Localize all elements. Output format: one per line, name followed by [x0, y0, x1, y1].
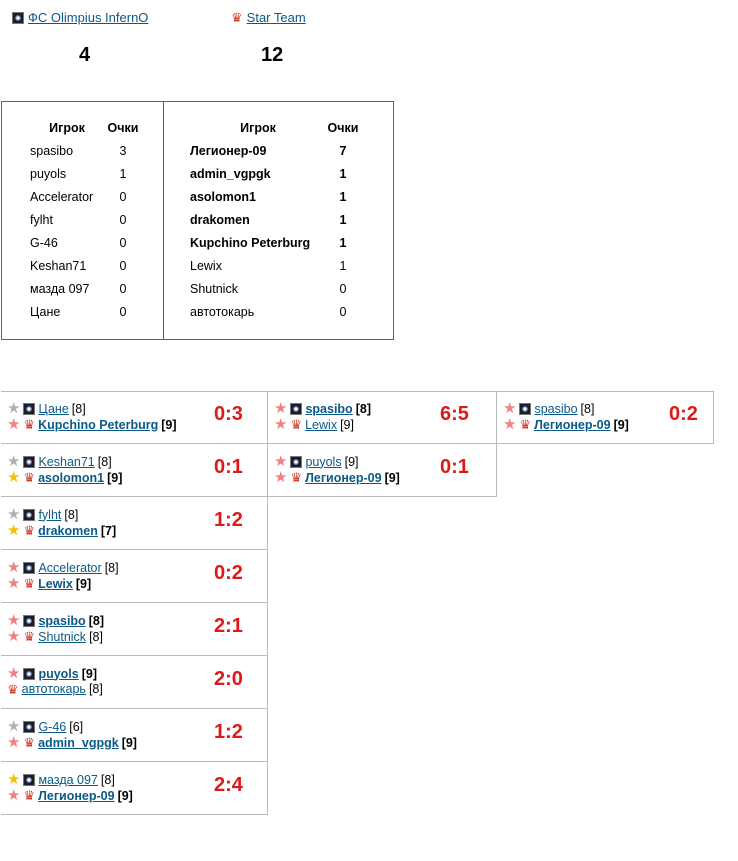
- player-rank: [9]: [384, 470, 400, 485]
- roster-row: [190, 300, 360, 323]
- player-rank: [8]: [88, 613, 104, 628]
- player-points: 0: [119, 304, 127, 319]
- roster-row: [30, 231, 142, 254]
- team-left-header: [12, 10, 148, 25]
- player-points: 1: [339, 212, 347, 227]
- roster-row: [30, 162, 142, 185]
- player-rank: [8]: [89, 629, 103, 644]
- player-link[interactable]: puyols: [305, 454, 342, 469]
- match-player: [7, 772, 115, 787]
- roster-row: [30, 277, 142, 300]
- player-points: 0: [119, 212, 127, 227]
- match-player: [7, 523, 116, 538]
- rank-star-icon: ★: [7, 469, 21, 486]
- crown-icon: ♛: [290, 417, 303, 432]
- roster-row: [30, 139, 142, 162]
- player-points: 0: [119, 235, 127, 250]
- clan-emblem-icon: [23, 774, 35, 786]
- player-link[interactable]: Kupchino Peterburg: [38, 417, 159, 432]
- rank-star-icon: ★: [503, 416, 517, 433]
- column-header-player: Игрок: [49, 120, 85, 135]
- match-cell: [1, 497, 268, 550]
- player-link[interactable]: spasibo: [305, 401, 353, 416]
- player-link[interactable]: Keshan71: [38, 454, 95, 469]
- column-divider: [496, 391, 497, 497]
- match-player: [7, 613, 104, 628]
- player-rank: [8]: [104, 560, 119, 575]
- bracket-top-border: [1, 391, 714, 392]
- player-rank: [9]: [340, 417, 354, 432]
- player-link[interactable]: мазда 097: [38, 772, 98, 787]
- player-link[interactable]: Легионер-09: [38, 788, 115, 803]
- clan-emblem-icon: [23, 668, 35, 680]
- player-link[interactable]: Легионер-09: [534, 417, 611, 432]
- match-player: [7, 629, 103, 644]
- roster-row: [190, 231, 360, 254]
- player-rank: [8]: [88, 682, 103, 696]
- match-cell: [1, 762, 268, 815]
- roster-row: [30, 208, 142, 231]
- clan-emblem-icon: [290, 456, 302, 468]
- rank-star-icon: ★: [274, 469, 288, 486]
- rank-star-icon: ★: [7, 665, 21, 682]
- match-cell: [1, 444, 268, 497]
- rank-star-icon: ★: [7, 506, 21, 523]
- crown-icon: ♛: [23, 735, 36, 750]
- player-link[interactable]: Shutnick: [38, 629, 87, 644]
- roster-right-table: [190, 116, 360, 323]
- roster-left-table: [30, 116, 142, 323]
- player-name: Shutnick: [190, 281, 238, 296]
- clan-emblem-icon: [23, 721, 35, 733]
- match-cell: [268, 444, 497, 497]
- player-points: 0: [119, 189, 127, 204]
- match-score: 1:2: [214, 721, 243, 743]
- match-score: 0:3: [214, 403, 243, 425]
- player-rank: [9]: [121, 735, 137, 750]
- player-link[interactable]: puyols: [38, 666, 79, 681]
- player-link[interactable]: admin_vgpgk: [38, 735, 119, 750]
- rank-star-icon: ★: [7, 453, 21, 470]
- crown-icon: ♛: [23, 523, 36, 538]
- roster-row: [190, 277, 360, 300]
- match-player: [274, 417, 354, 432]
- roster-row: [30, 300, 142, 323]
- player-rank: [8]: [355, 401, 371, 416]
- team-right-header: [231, 10, 306, 25]
- player-rank: [8]: [64, 507, 79, 522]
- match-player: [7, 576, 91, 591]
- player-rank: [9]: [81, 666, 98, 681]
- player-points: 3: [119, 143, 127, 158]
- rank-star-icon: ★: [503, 400, 517, 417]
- roster-divider: [163, 102, 164, 339]
- player-name: puyols: [30, 166, 67, 181]
- player-name: Легионер-09: [190, 143, 267, 158]
- crown-icon: ♛: [23, 788, 36, 803]
- clan-emblem-icon: [519, 403, 531, 415]
- rank-star-icon: ★: [7, 416, 21, 433]
- player-name: Цане: [30, 304, 61, 319]
- crown-icon: ♛: [23, 576, 36, 591]
- player-link[interactable]: spasibo: [534, 401, 578, 416]
- crown-icon: ♛: [23, 629, 36, 644]
- player-link[interactable]: fylht: [38, 507, 62, 522]
- player-rank: [9]: [613, 417, 629, 432]
- match-score: 2:0: [214, 668, 243, 690]
- rank-star-icon: ★: [7, 628, 21, 645]
- rank-star-icon: ★: [274, 400, 288, 417]
- player-name: Lewix: [190, 258, 222, 273]
- roster-row: [30, 254, 142, 277]
- player-name: drakomen: [190, 212, 250, 227]
- match-player: [274, 401, 371, 416]
- match-player: [7, 666, 97, 681]
- team-left-score: 4: [79, 44, 91, 66]
- rank-star-icon: ★: [7, 522, 21, 539]
- player-rank: [8]: [100, 772, 115, 787]
- crown-icon: ♛: [290, 470, 303, 485]
- player-link[interactable]: G-46: [38, 719, 67, 734]
- player-name: Keshan71: [30, 258, 87, 273]
- roster-row: [190, 208, 360, 231]
- match-cell: [268, 391, 497, 444]
- clan-emblem-icon: [290, 403, 302, 415]
- column-header-player: Игрок: [240, 120, 276, 135]
- crown-icon: ♛: [23, 470, 36, 485]
- player-rank: [9]: [344, 454, 359, 469]
- team-left-link[interactable]: ФС Olimpius InfernO: [28, 10, 149, 25]
- clan-emblem-icon: [23, 562, 35, 574]
- crown-icon: ♛: [231, 10, 243, 25]
- match-cell: [1, 656, 268, 709]
- match-score: 0:1: [214, 456, 243, 478]
- rank-star-icon: ★: [7, 787, 21, 804]
- match-score: 1:2: [214, 509, 243, 531]
- team-right-score: 12: [261, 44, 284, 66]
- player-rank: [9]: [161, 417, 177, 432]
- match-player: [7, 470, 122, 485]
- clan-emblem-icon: [23, 456, 35, 468]
- player-name: asolomon1: [190, 189, 256, 204]
- match-player: [503, 417, 629, 432]
- match-player: [7, 719, 83, 734]
- roster-panel: [1, 101, 394, 340]
- match-player: [7, 560, 119, 575]
- player-name: G-46: [30, 235, 58, 250]
- crown-icon: ♛: [7, 681, 19, 697]
- roster-row: [190, 254, 360, 277]
- player-name: admin_vgpgk: [190, 166, 271, 181]
- player-points: 0: [339, 281, 347, 296]
- player-points: 1: [339, 189, 347, 204]
- match-score: 2:4: [214, 774, 243, 796]
- player-rank: [9]: [75, 576, 92, 591]
- match-player: [274, 454, 359, 469]
- player-points: 0: [339, 304, 347, 319]
- player-rank: [8]: [97, 454, 112, 469]
- player-points: 1: [339, 258, 347, 273]
- match-score: 0:1: [440, 456, 469, 478]
- rank-star-icon: ★: [7, 612, 21, 629]
- column-divider: [267, 391, 268, 815]
- player-rank: [6]: [69, 719, 84, 734]
- player-points: 0: [119, 281, 127, 296]
- roster-row: [30, 185, 142, 208]
- match-player: [7, 682, 103, 696]
- match-player: [7, 788, 133, 803]
- rank-star-icon: ★: [7, 734, 21, 751]
- match-player: [7, 735, 137, 750]
- rank-star-icon: ★: [274, 416, 288, 433]
- clan-emblem-icon: [23, 509, 35, 521]
- column-divider: [713, 391, 714, 444]
- player-link[interactable]: Цане: [38, 401, 69, 416]
- player-link[interactable]: asolomon1: [38, 470, 105, 485]
- player-rank: [8]: [580, 401, 595, 416]
- player-rank: [9]: [107, 470, 123, 485]
- clan-emblem-icon: [23, 403, 35, 415]
- column-header-points: Очки: [107, 120, 139, 135]
- player-rank: [8]: [71, 401, 86, 416]
- player-points: 1: [119, 166, 127, 181]
- match-cell: [1, 550, 268, 603]
- player-points: 1: [339, 166, 347, 181]
- player-name: fylht: [30, 212, 53, 227]
- player-link[interactable]: Lewix: [38, 576, 73, 591]
- match-player: [7, 401, 86, 416]
- match-score: 6:5: [440, 403, 469, 425]
- player-points: 7: [339, 143, 347, 158]
- player-name: мазда 097: [30, 281, 90, 296]
- match-cell: [1, 603, 268, 656]
- roster-row: [190, 139, 360, 162]
- player-link[interactable]: Accelerator: [38, 560, 102, 575]
- player-name: автотокарь: [190, 304, 255, 319]
- match-player: [7, 454, 112, 469]
- crown-icon: ♛: [519, 417, 532, 432]
- rank-star-icon: ★: [7, 718, 21, 735]
- player-points: 0: [119, 258, 127, 273]
- player-name: Kupchino Peterburg: [190, 235, 311, 250]
- player-rank: [9]: [117, 788, 133, 803]
- player-link[interactable]: drakomen: [38, 523, 98, 538]
- player-name: spasibo: [30, 143, 74, 158]
- clan-emblem-icon: [23, 615, 35, 627]
- player-points: 1: [339, 235, 347, 250]
- match-cell: [1, 709, 268, 762]
- player-link[interactable]: Lewix: [305, 417, 338, 432]
- match-player: [7, 507, 78, 522]
- match-score: 2:1: [214, 615, 243, 637]
- match-cell: [1, 391, 268, 444]
- clan-emblem-icon: [12, 12, 24, 24]
- player-link[interactable]: spasibo: [38, 613, 86, 628]
- rank-star-icon: ★: [7, 559, 21, 576]
- column-header-points: Очки: [327, 120, 359, 135]
- player-name: Accelerator: [30, 189, 94, 204]
- team-right-link[interactable]: Star Team: [246, 10, 306, 25]
- player-link[interactable]: Легионер-09: [305, 470, 382, 485]
- match-player: [7, 417, 177, 432]
- match-score: 0:2: [214, 562, 243, 584]
- match-player: [274, 470, 400, 485]
- match-player: [503, 401, 594, 416]
- player-rank: [7]: [100, 523, 117, 538]
- roster-row: [190, 185, 360, 208]
- match-cell: [497, 391, 714, 444]
- roster-row: [190, 162, 360, 185]
- match-score: 0:2: [669, 403, 698, 425]
- player-link[interactable]: автотокарь: [21, 682, 86, 696]
- rank-star-icon: ★: [7, 400, 21, 417]
- rank-star-icon: ★: [7, 771, 21, 788]
- rank-star-icon: ★: [7, 575, 21, 592]
- crown-icon: ♛: [23, 417, 36, 432]
- rank-star-icon: ★: [274, 453, 288, 470]
